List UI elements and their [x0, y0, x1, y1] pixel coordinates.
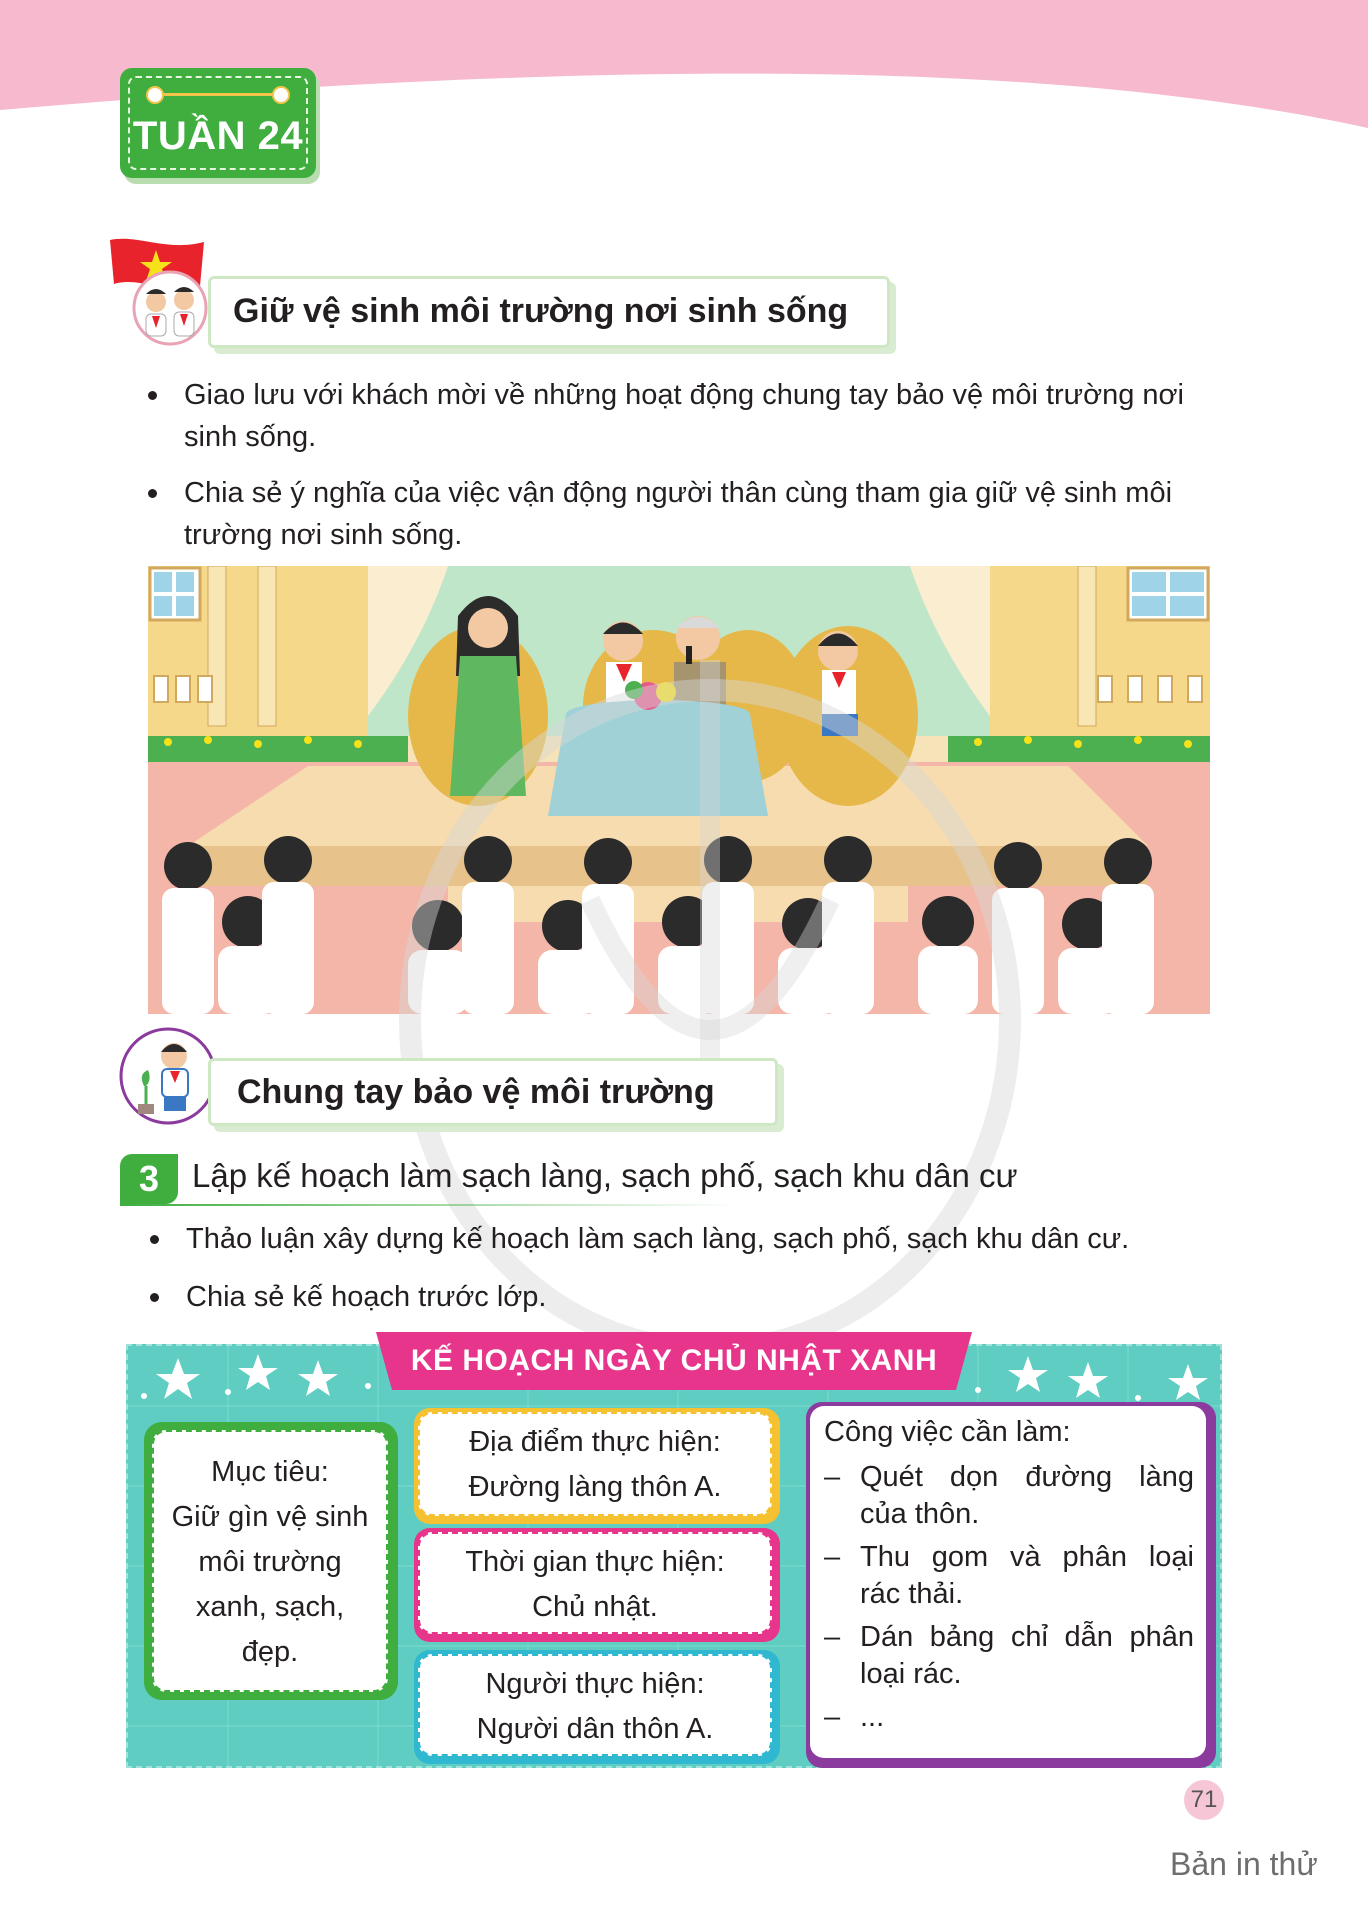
week-label: TUẦN 24 — [132, 114, 304, 158]
draft-print-label: Bản in thử — [1170, 1846, 1318, 1882]
goal-line: Mục tiêu: — [211, 1456, 329, 1488]
people-value: Người dân thôn A. — [476, 1713, 714, 1745]
list-item: Giao lưu với khách mời về những hoạt động chung tay bảo vệ môi trường nơi sinh sống. — [146, 374, 1236, 458]
section-title: Giữ vệ sinh môi trường nơi sinh sống — [233, 292, 849, 330]
list-item: Chia sẻ ý nghĩa của việc vận động người thân cùng tham gia giữ vệ sinh môi trường nơi sinh sống. — [146, 472, 1236, 556]
flag-kids-icon — [108, 236, 220, 346]
week-badge — [120, 68, 316, 178]
tasks-title: Công việc cần làm: — [824, 1416, 1071, 1448]
time-label: Thời gian thực hiện: — [465, 1546, 725, 1578]
task-item: – Dán bảng chỉ dẫn phân loại rác. — [824, 1621, 1194, 1690]
activity-underline — [120, 1204, 740, 1206]
task-item: – Quét dọn đường làng của thôn. — [824, 1461, 1194, 1530]
goal-card — [152, 1430, 388, 1692]
list-item: Chia sẻ kế hoạch trước lớp. — [148, 1276, 1238, 1318]
people-card — [418, 1654, 772, 1756]
goal-line: đẹp. — [241, 1636, 299, 1668]
section1-bullets — [146, 374, 1236, 570]
goal-line: Giữ gìn vệ sinh — [171, 1501, 369, 1533]
page-number: 71 — [1184, 1780, 1224, 1820]
location-value: Đường làng thôn A. — [468, 1471, 722, 1503]
planting-kid-icon — [118, 1026, 218, 1126]
section-title: Chung tay bảo vệ môi trường — [237, 1073, 715, 1111]
time-value: Chủ nhật. — [532, 1591, 658, 1623]
location-card — [418, 1412, 772, 1516]
goal-line: môi trường — [198, 1546, 342, 1578]
activity-title: Lập kế hoạch làm sạch làng, sạch phố, sạch khu dân cư — [192, 1157, 1018, 1194]
plan-title: KẾ HOẠCH NGÀY CHỦ NHẬT XANH — [410, 1344, 938, 1377]
list-item: Thảo luận xây dựng kế hoạch làm sạch làng, sạch phố, sạch khu dân cư. — [148, 1218, 1238, 1260]
tasks-card — [810, 1406, 1206, 1758]
task-item: – Thu gom và phân loại rác thải. — [824, 1541, 1194, 1610]
activity-number-badge: 3 — [120, 1154, 178, 1204]
section-heading-protect-environment — [208, 1058, 778, 1126]
location-label: Địa điểm thực hiện: — [469, 1426, 721, 1458]
task-item: – ... — [824, 1701, 885, 1733]
people-label: Người thực hiện: — [485, 1668, 705, 1700]
time-card — [418, 1532, 772, 1634]
activity-bullets — [148, 1218, 1238, 1332]
goal-line: xanh, sạch, — [195, 1591, 345, 1623]
section-heading-environment-hygiene — [208, 276, 890, 348]
